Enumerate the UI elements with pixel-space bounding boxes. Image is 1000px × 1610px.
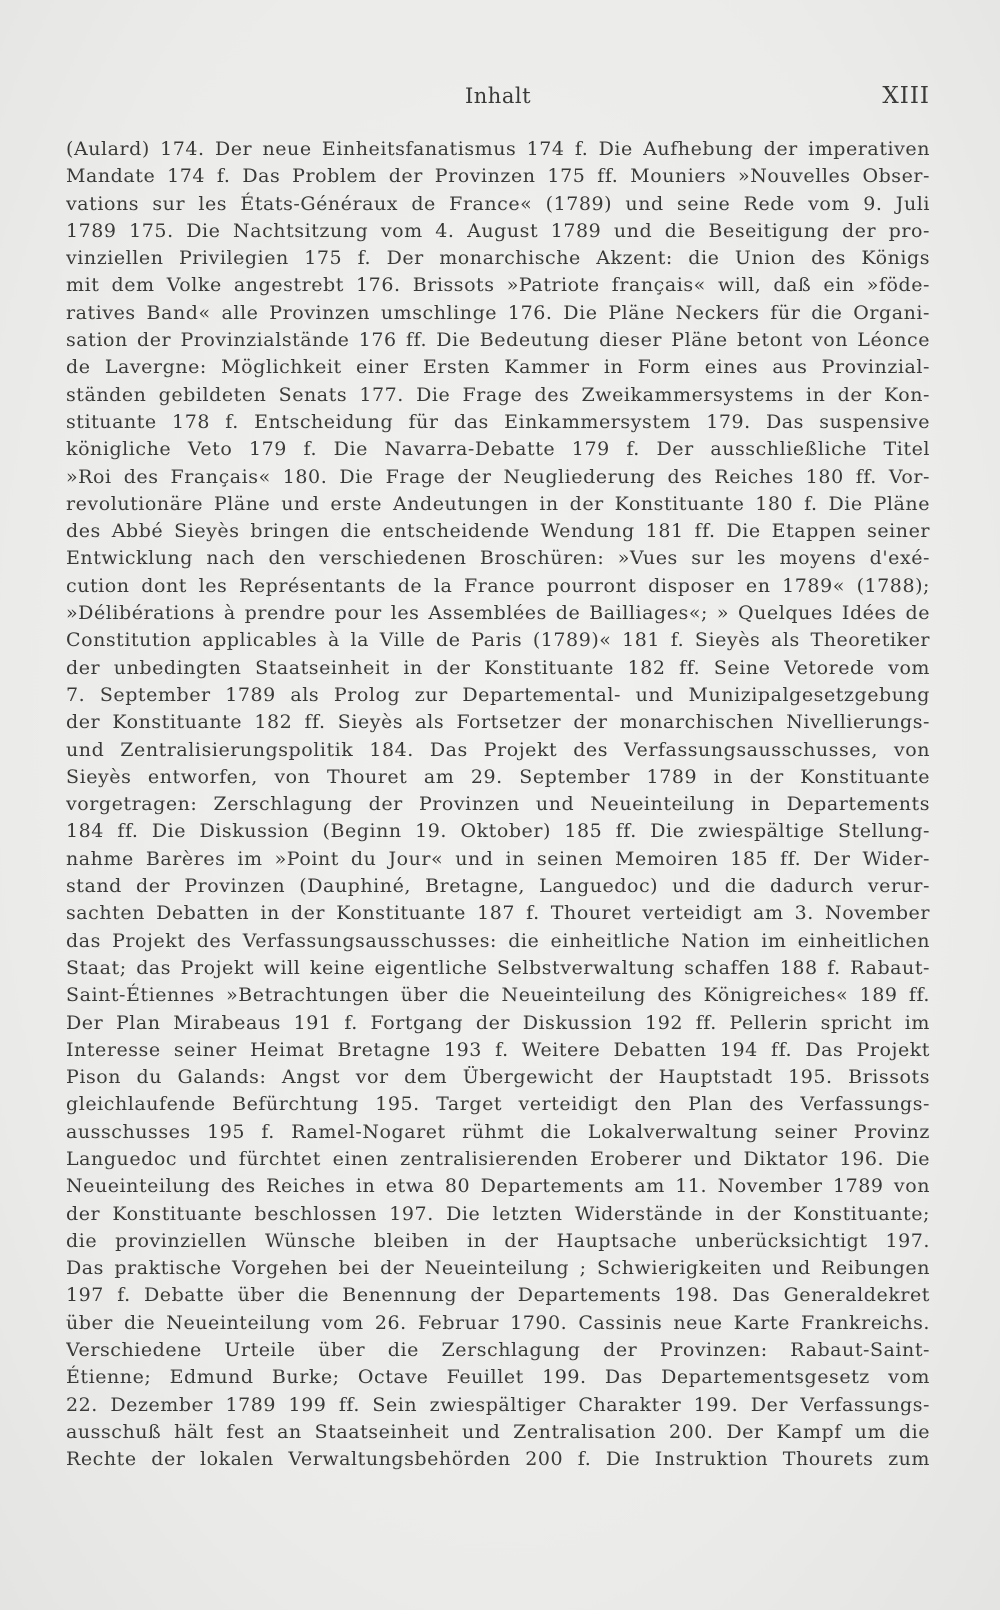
text-line: der Konstituante beschlossen 197. Die letzten Widerstände in der Konstituante; xyxy=(66,1202,930,1225)
text-line: sachten Debatten in der Konstituante 187 f. Thouret verteidigt am 3. November xyxy=(66,902,930,925)
text-line: mit dem Volke angestrebt 176. Brissots »Patriote français« will, daß ein »föde- xyxy=(66,274,930,297)
text-line: 22. Dezember 1789 199 ff. Sein zwiespältiger Charakter 199. Der Verfassungs- xyxy=(66,1393,930,1416)
text-line: Pison du Galands: Angst vor dem Übergewicht der Hauptstadt 195. Brissots xyxy=(66,1066,930,1089)
page-number: XIII xyxy=(882,83,930,109)
text-line: vorgetragen: Zerschlagung der Provinzen und Neueinteilung in Departements xyxy=(66,793,930,816)
text-line: Entwicklung nach den verschiedenen Broschüren: »Vues sur les moyens d'exé- xyxy=(66,547,930,570)
text-line: 7. September 1789 als Prolog zur Departemental- und Munizipalgesetzgebung xyxy=(66,683,930,706)
text-line: Mandate 174 f. Das Problem der Provinzen 175 ff. Mouniers »Nouvelles Obser- xyxy=(66,165,930,188)
text-line: ratives Band« alle Provinzen umschlinge 176. Die Pläne Neckers für die Organi- xyxy=(66,301,930,324)
text-line: stand der Provinzen (Dauphiné, Bretagne, Languedoc) und die dadurch verur- xyxy=(66,875,930,898)
text-line: stituante 178 f. Entscheidung für das Einkammersystem 179. Das suspensive xyxy=(66,410,930,433)
text-line: Rechte der lokalen Verwaltungsbehörden 200 f. Die Instruktion Thourets zum xyxy=(66,1448,930,1471)
text-line: ständen gebildeten Senats 177. Die Frage des Zweikammersystems in der Kon- xyxy=(66,383,930,406)
running-head xyxy=(66,78,930,114)
text-line: Staat; das Projekt will keine eigentliche Selbstverwaltung schaffen 188 f. Rabaut- xyxy=(66,956,930,979)
table-of-contents-text xyxy=(66,136,930,1474)
text-line: ausschusses 195 f. Ramel-Nogaret rühmt die Lokalverwaltung seiner Provinz xyxy=(66,1120,930,1143)
text-line: revolutionäre Pläne und erste Andeutungen in der Konstituante 180 f. Die Pläne xyxy=(66,492,930,515)
text-line: der unbedingten Staatseinheit in der Konstituante 182 ff. Seine Vetorede vom xyxy=(66,656,930,679)
text-line: Étienne; Edmund Burke; Octave Feuillet 199. Das Departementsgesetz vom xyxy=(66,1366,930,1389)
text-line: und Zentralisierungspolitik 184. Das Projekt des Verfassungsausschusses, von xyxy=(66,738,930,761)
text-line: Saint-Étiennes »Betrachtungen über die Neueinteilung des Königreiches« 189 ff. xyxy=(66,984,930,1007)
text-line: Interesse seiner Heimat Bretagne 193 f. Weitere Debatten 194 ff. Das Projekt xyxy=(66,1038,930,1061)
text-line: gleichlaufende Befürchtung 195. Target verteidigt den Plan des Verfassungs- xyxy=(66,1093,930,1116)
text-line: der Konstituante 182 ff. Sieyès als Fortsetzer der monarchischen Nivellierungs- xyxy=(66,711,930,734)
text-line: »Délibérations à prendre pour les Assemblées de Bailliages«; » Quelques Idées de xyxy=(66,602,930,625)
text-line: über die Neueinteilung vom 26. Februar 1790. Cassinis neue Karte Frankreichs. xyxy=(66,1311,930,1334)
text-line: Neueinteilung des Reiches in etwa 80 Departements am 11. November 1789 von xyxy=(66,1175,930,1198)
text-line: Constitution applicables à la Ville de Paris (1789)« 181 f. Sieyès als Theoretiker xyxy=(66,629,930,652)
text-line: 184 ff. Die Diskussion (Beginn 19. Oktober) 185 ff. Die zwiespältige Stellung- xyxy=(66,820,930,843)
text-line: königliche Veto 179 f. Die Navarra-Debatte 179 f. Der ausschließliche Titel xyxy=(66,438,930,461)
text-line: (Aulard) 174. Der neue Einheitsfanatismus 174 f. Die Aufhebung der imperativen xyxy=(66,138,930,160)
text-line: 1789 175. Die Nachtsitzung vom 4. August 1789 und die Beseitigung der pro- xyxy=(66,219,930,242)
text-line: die provinziellen Wünsche bleiben in der Hauptsache unberücksichtigt 197. xyxy=(66,1229,930,1252)
running-head-title: Inhalt xyxy=(464,84,532,108)
text-line: des Abbé Sieyès bringen die entscheidende Wendung 181 ff. Die Etappen seiner xyxy=(66,520,930,543)
text-line: vinziellen Privilegien 175 f. Der monarchische Akzent: die Union des Königs xyxy=(66,247,930,270)
text-line: Verschiedene Urteile über die Zerschlagung der Provinzen: Rabaut-Saint- xyxy=(66,1339,930,1362)
text-line: das Projekt des Verfassungsausschusses: die einheitliche Nation im einheitlichen xyxy=(66,929,930,952)
text-line: Languedoc und fürchtet einen zentralisierenden Eroberer und Diktator 196. Die xyxy=(66,1147,930,1170)
text-line: 197 f. Debatte über die Benennung der Departements 198. Das Generaldekret xyxy=(66,1284,930,1307)
text-line: ausschuß hält fest an Staatseinheit und Zentralisation 200. Der Kampf um die xyxy=(66,1420,930,1443)
text-line: nahme Barères im »Point du Jour« und in seinen Memoiren 185 ff. Der Wider- xyxy=(66,847,930,870)
text-line: sation der Provinzialstände 176 ff. Die Bedeutung dieser Pläne betont von Léonce xyxy=(66,329,930,352)
text-line: »Roi des Français« 180. Die Frage der Neugliederung des Reiches 180 ff. Vor- xyxy=(66,465,930,488)
text-line: de Lavergne: Möglichkeit einer Ersten Kammer in Form eines aus Provinzial- xyxy=(66,356,930,379)
text-line: vations sur les États-Généraux de France« (1789) und seine Rede vom 9. Juli xyxy=(66,192,930,215)
text-line: Der Plan Mirabeaus 191 f. Fortgang der Diskussion 192 ff. Pellerin spricht im xyxy=(66,1011,930,1034)
text-line: Sieyès entworfen, von Thouret am 29. September 1789 in der Konstituante xyxy=(66,765,930,788)
text-line: Das praktische Vorgehen bei der Neueinteilung ; Schwierigkeiten und Reibungen xyxy=(66,1257,930,1280)
text-line: cution dont les Représentants de la France pourront disposer en 1789« (1788); xyxy=(66,574,930,597)
